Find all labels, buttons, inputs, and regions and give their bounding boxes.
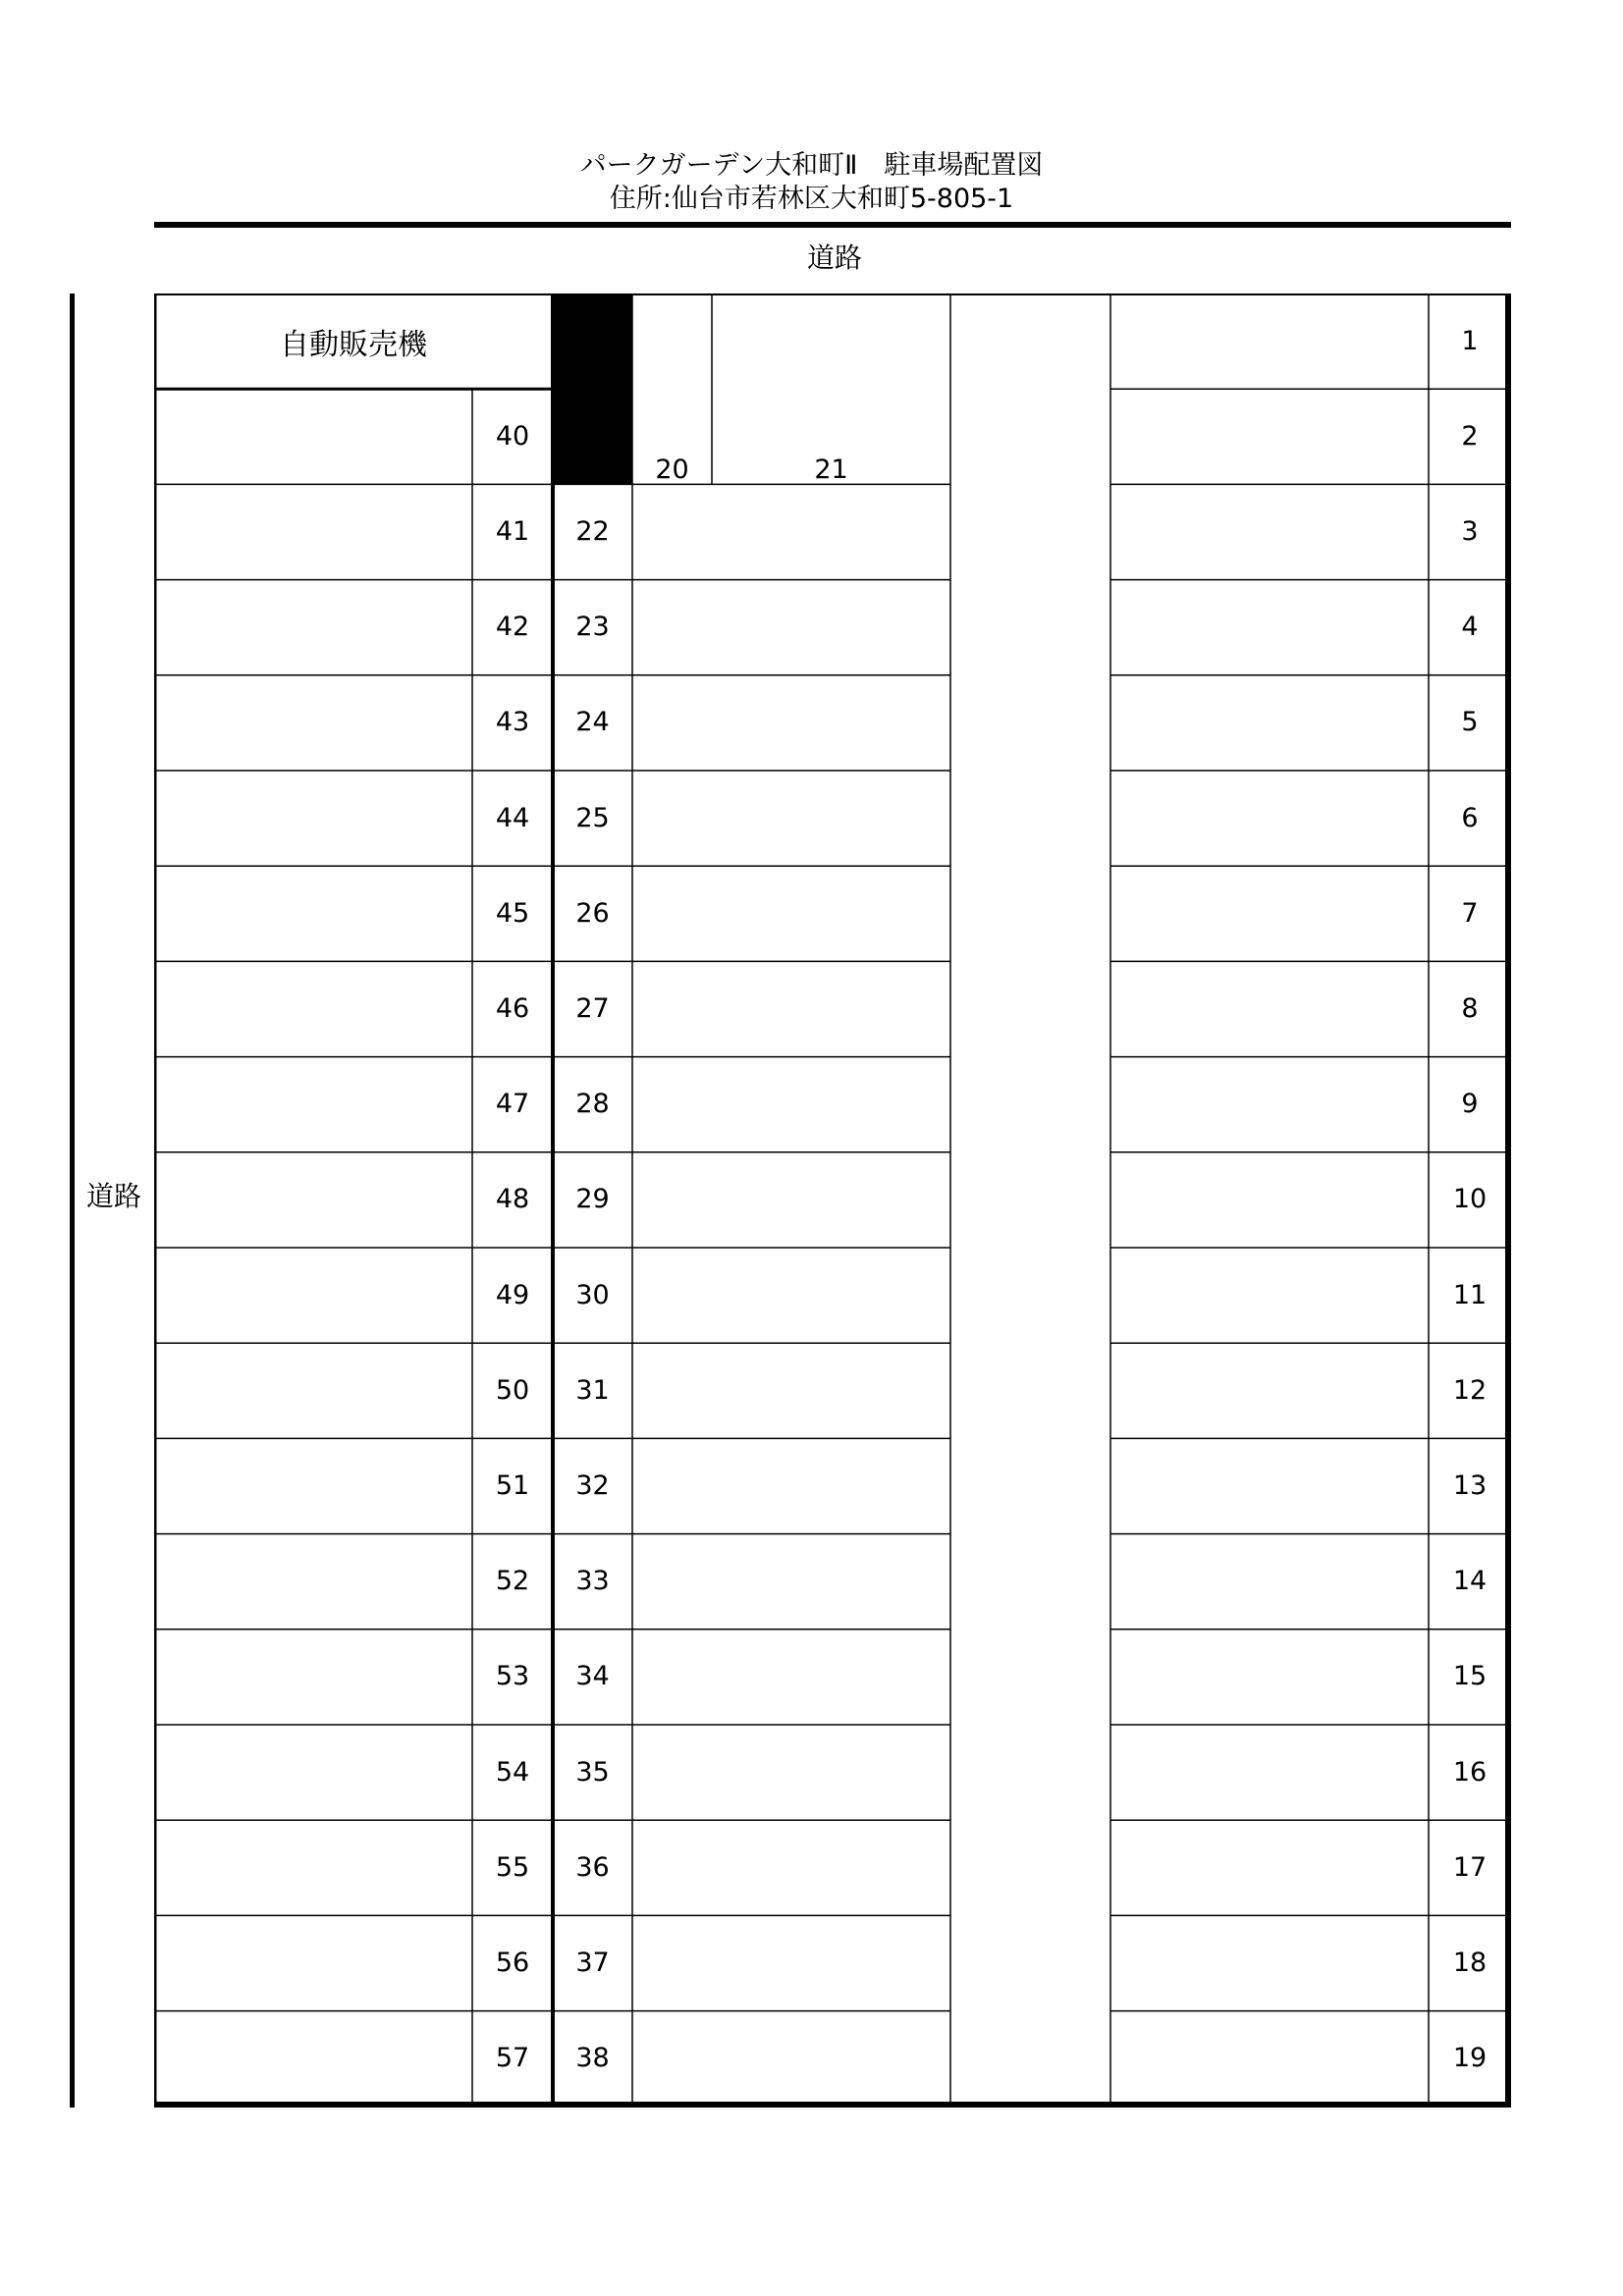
top-rule <box>154 222 1511 228</box>
space-number-right: 19 <box>1452 2043 1488 2074</box>
space-number-right: 17 <box>1452 1851 1488 1883</box>
space-number-left: 52 <box>495 1566 530 1597</box>
space-number-right: 16 <box>1452 1756 1488 1788</box>
space-number-right: 2 <box>1461 420 1479 452</box>
parking-grid-lines <box>154 294 1511 2108</box>
space-number-left: 53 <box>495 1661 530 1692</box>
space-number-center: 29 <box>575 1184 610 1215</box>
road-label-top: 道路 <box>806 241 862 274</box>
space-number-left: 41 <box>495 516 530 547</box>
space-number-right: 8 <box>1461 993 1479 1024</box>
space-number-left: 42 <box>495 612 530 643</box>
space-number-center: 26 <box>575 897 610 929</box>
space-number-center: 27 <box>575 993 610 1024</box>
space-number-center: 38 <box>575 2043 610 2074</box>
space-number-right: 5 <box>1461 707 1479 738</box>
space-number-center: 22 <box>575 516 610 547</box>
space-number-left: 49 <box>495 1279 530 1310</box>
space-number-left: 57 <box>495 2043 530 2074</box>
space-number-right: 3 <box>1461 516 1479 547</box>
space-number-center: 35 <box>575 1756 610 1788</box>
space-number-right: 18 <box>1452 1948 1488 1978</box>
page-title: パークガーデン大和町Ⅱ 駐車場配置図 <box>579 150 1044 181</box>
space-number-center: 37 <box>575 1948 610 1978</box>
blocked-area <box>553 294 632 484</box>
vending-machine-label: 自動販売機 <box>280 327 427 362</box>
space-number-left: 48 <box>495 1184 530 1215</box>
space-number-right: 10 <box>1452 1184 1488 1215</box>
space-number-top-pair: 20 <box>655 454 689 485</box>
space-number-right: 11 <box>1452 1279 1488 1310</box>
parking-layout-map <box>154 294 1511 2108</box>
space-number-left: 56 <box>495 1948 530 1978</box>
space-number-right: 7 <box>1461 897 1479 929</box>
space-number-right: 15 <box>1452 1661 1488 1692</box>
space-number-left: 54 <box>495 1756 530 1788</box>
space-number-right: 4 <box>1461 612 1479 643</box>
space-number-center: 33 <box>575 1566 610 1597</box>
space-number-left: 40 <box>495 420 530 452</box>
space-number-right: 1 <box>1461 325 1479 356</box>
space-number-left: 51 <box>495 1470 530 1501</box>
space-number-top-pair: 21 <box>814 454 848 485</box>
space-number-center: 23 <box>575 612 610 643</box>
space-number-center: 24 <box>575 707 610 738</box>
space-number-left: 45 <box>495 897 530 929</box>
space-number-center: 25 <box>575 802 610 833</box>
space-number-left: 55 <box>495 1851 530 1883</box>
space-number-center: 28 <box>575 1089 610 1120</box>
space-number-right: 9 <box>1461 1089 1479 1120</box>
space-number-left: 50 <box>495 1374 530 1406</box>
address-line: 住所:仙台市若林区大和町5-805-1 <box>609 184 1014 214</box>
space-number-right: 14 <box>1452 1566 1488 1597</box>
space-number-left: 46 <box>495 993 530 1024</box>
space-number-center: 36 <box>575 1851 610 1883</box>
left-road-line <box>70 294 75 2108</box>
space-number-left: 47 <box>495 1089 530 1120</box>
space-number-center: 31 <box>575 1374 610 1406</box>
space-number-right: 12 <box>1452 1374 1488 1406</box>
space-number-right: 13 <box>1452 1470 1488 1501</box>
space-number-center: 30 <box>575 1279 610 1310</box>
space-number-center: 32 <box>575 1470 610 1501</box>
space-number-left: 44 <box>495 802 530 833</box>
road-label-left: 道路 <box>86 1180 142 1212</box>
space-number-center: 34 <box>575 1661 610 1692</box>
space-number-right: 6 <box>1461 802 1479 833</box>
space-number-left: 43 <box>495 707 530 738</box>
